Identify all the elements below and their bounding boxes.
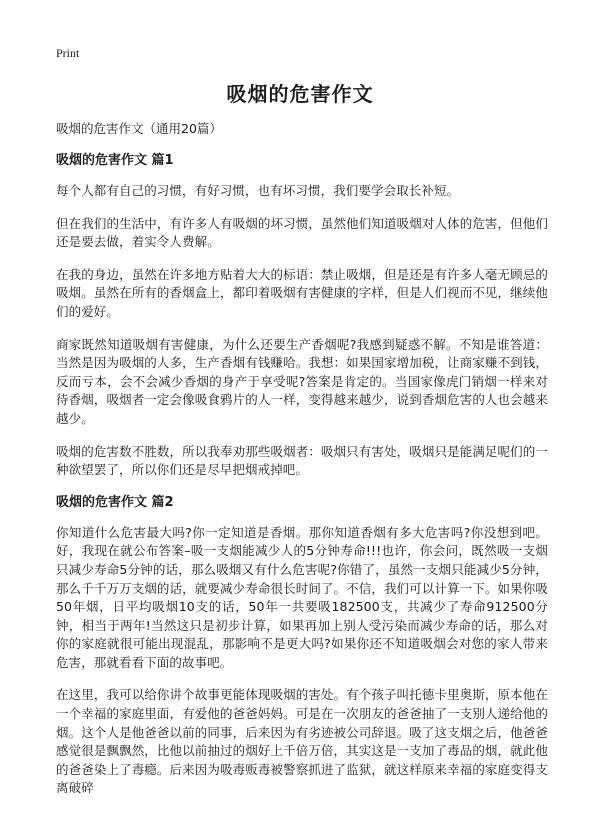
- paragraph: 你知道什么危害最大吗?你一定知道是香烟。那你知道香烟有多大危害吗?你没想到吧。好，我现在就公布答案–吸一支烟能减少人的5分钟寿命!!!也许，你会问，既然吸一支烟只减少寿命5分钟的话，那么吸烟又有什么危害呢?你错了，虽然一支烟只能减少5分钟，那么千千万万支烟的话，就要减少寿命很长时间了。不信，我们可以计算一下。如果你吸50年烟，日平均吸烟10支的话，50年一共要吸182500支，共减少了寿命912500分钟，相当于两年!当然这只是初步计算，如果再加上别人受污染而减少寿命的话，那么对你的家庭就很可能出现混乱，那影响不是更大吗?如果你还不知道吸烟会对您的家人带来危害，那就看看下面的故事吧。: [56, 524, 548, 670]
- paragraph: 每个人都有自己的习惯，有好习惯，也有坏习惯，我们要学会取长补短。: [56, 183, 460, 198]
- document-title: 吸烟的危害作文: [226, 82, 374, 106]
- paragraph: 吸烟的危害数不胜数，所以我奉劝那些吸烟者：吸烟只有害处，吸烟只是能满足呢们的一种欲望罢了，所以你们还是尽早把烟戒掉吧。: [56, 443, 548, 478]
- paragraph: 在这里，我可以给你讲个故事更能体现吸烟的害处。有个孩子叫托德卡里奥斯，原本他在一个幸福的家庭里面，有爱他的爸爸妈妈。可是在一次朋友的爸爸抽了一支别人递给他的烟。这个人是他爸爸以前的同事，后来因为有劣迹被公司辞退。吸了这支烟之后，他爸爸感觉很是飘飘然，比他以前抽过的烟好上千倍万倍，其实这是一支加了毒品的烟，就此他的爸爸染上了毒瘾。后来因为吸毒贩毒被警察抓进了监狱，就这样原来幸福的家庭变得支离破碎: [56, 687, 548, 796]
- document-subtitle: 吸烟的危害作文（通用20篇）: [56, 121, 222, 136]
- section-heading: 吸烟的危害作文 篇2: [56, 494, 174, 510]
- paragraph: 但在我们的生活中，有许多人有吸烟的坏习惯，虽然他们知道吸烟对人体的危害，但他们还是要去做，着实令人费解。: [56, 215, 548, 250]
- paragraph: 商家既然知道吸烟有害健康，为什么还要生产香烟呢?我感到疑惑不解。不知是谁答道：当然是因为吸烟的人多，生产香烟有钱赚哈。我想：如果国家增加税，让商家赚不到钱，反而亏本，会不会减少香烟的身产于享受呢?答案是肯定的。当国家像虎门销烟一样来对待香烟，吸烟者一定会像吸食鸦片的人一样，变得越来越少，说到香烟危害的人也会越来越少。: [56, 336, 548, 426]
- print-link[interactable]: Print: [56, 46, 80, 60]
- paragraph: 在我的身边，虽然在许多地方贴着大大的标语：禁止吸烟，但是还是有许多人毫无顾忌的吸烟。虽然在所有的香烟盒上，都印着吸烟有害健康的字样，但是人们视而不见，继续他们的爱好。: [56, 266, 548, 319]
- section-1: [56, 152, 548, 480]
- section-heading: 吸烟的危害作文 篇1: [56, 153, 174, 168]
- section-2: [56, 494, 548, 798]
- document-body: [56, 120, 548, 812]
